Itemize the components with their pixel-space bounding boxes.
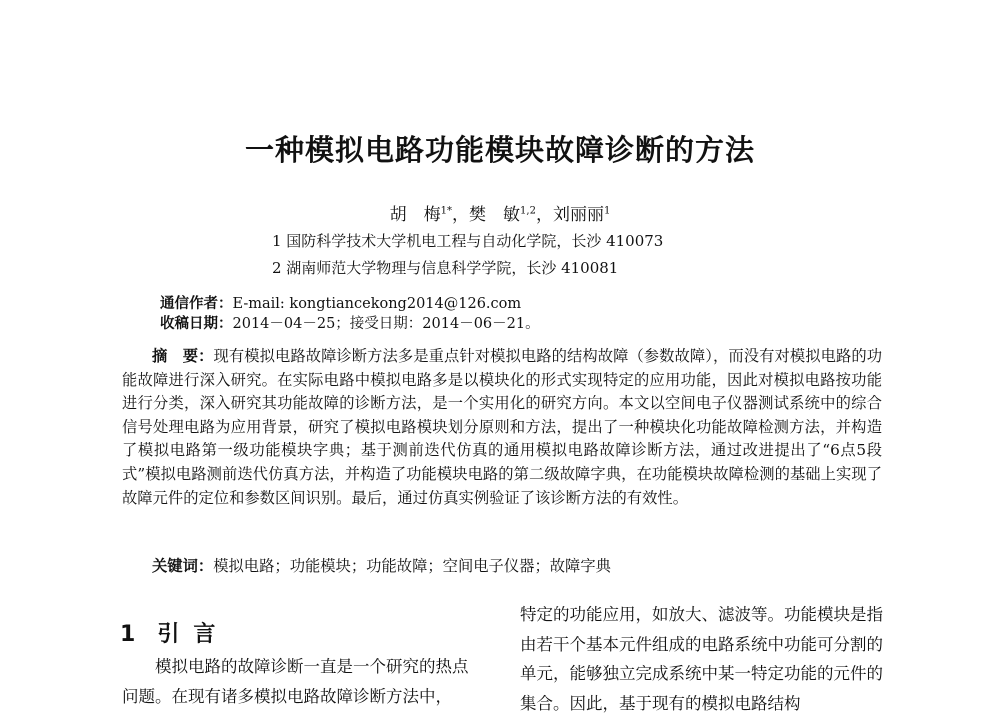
author-list: [0, 200, 1000, 225]
author-name: 樊 敏: [469, 205, 521, 225]
received-dates-value: 2014－04－25；接受日期：2014－06－21。: [232, 316, 540, 332]
body-text-left-column: 模拟电路的故障诊断一直是一个研究的热点问题。在现有诸多模拟电路故障诊断方法中，: [122, 657, 469, 706]
abstract-text: 现有模拟电路故障诊断方法多是重点针对模拟电路的结构故障（参数故障），而没有对模拟电路的功能故障进行深入研究。在实际电路中模拟电路多是以模块化的形式实现特定的应用功能，因此对模拟电路按功能进行分类，深入研究其功能故障的诊断方法，是一个实用化的研究方向。本文以空间电子仪器测试系统中的综合信号处理电路为应用背景，研究了模拟电路模块划分原则和方法，提出了一种模块化功能故障检测方法，并构造了模拟电路第一级功能模块字典；基于测前迭代仿真的通用模拟电路故障诊断方法，通过改进提出了“6点5段式”模拟电路测前迭代仿真方法，并构造了功能模块电路的第二级故障字典，在功能模块故障检测的基础上实现了故障元件的定位和参数区间识别。最后，通过仿真实例验证了该诊断方法的有效性。: [122, 347, 882, 507]
body-text-right-column: 特定的功能应用，如放大、滤波等。功能模块是指由若干个基本元件组成的电路系统中功能可分割的单元，能够独立完成系统中某一特定功能的元件的集合。因此，基于现有的模拟电路结构: [520, 605, 883, 713]
author-separator: ，: [452, 205, 470, 225]
author-affiliation-mark: 1*: [440, 205, 453, 217]
affiliation-1: 1 国防科学技术大学机电工程与自动化学院，长沙 410073: [272, 232, 664, 250]
affiliation-2: 2 湖南师范大学物理与信息科学学院，长沙 410081: [272, 259, 619, 277]
author-name: 刘丽丽: [552, 205, 604, 225]
keywords-label: 关键词：: [152, 557, 214, 575]
corresponding-author-label: 通信作者：: [160, 296, 233, 312]
section-title: 引言: [157, 622, 230, 647]
received-dates-label: 收稿日期：: [160, 316, 233, 332]
abstract-label: 摘 要：: [152, 347, 214, 365]
section-heading: [120, 617, 229, 648]
paper-title: 一种模拟电路功能模块故障诊断的方法: [244, 133, 755, 167]
author-name: 胡 梅: [389, 205, 441, 225]
abstract: [122, 345, 882, 510]
author-affiliation-mark: 1: [603, 205, 611, 217]
corresponding-author-email: E-mail: kongtiancekong2014@126.com: [232, 296, 522, 312]
keywords: [152, 554, 611, 576]
author-affiliation-mark: 1,2: [520, 205, 536, 217]
keywords-value: 模拟电路；功能模块；功能故障；空间电子仪器；故障字典: [213, 557, 611, 575]
section-number: 1: [120, 622, 136, 647]
author-separator: ，: [535, 205, 553, 225]
corresponding-author: [160, 292, 521, 313]
received-dates: [160, 312, 540, 333]
